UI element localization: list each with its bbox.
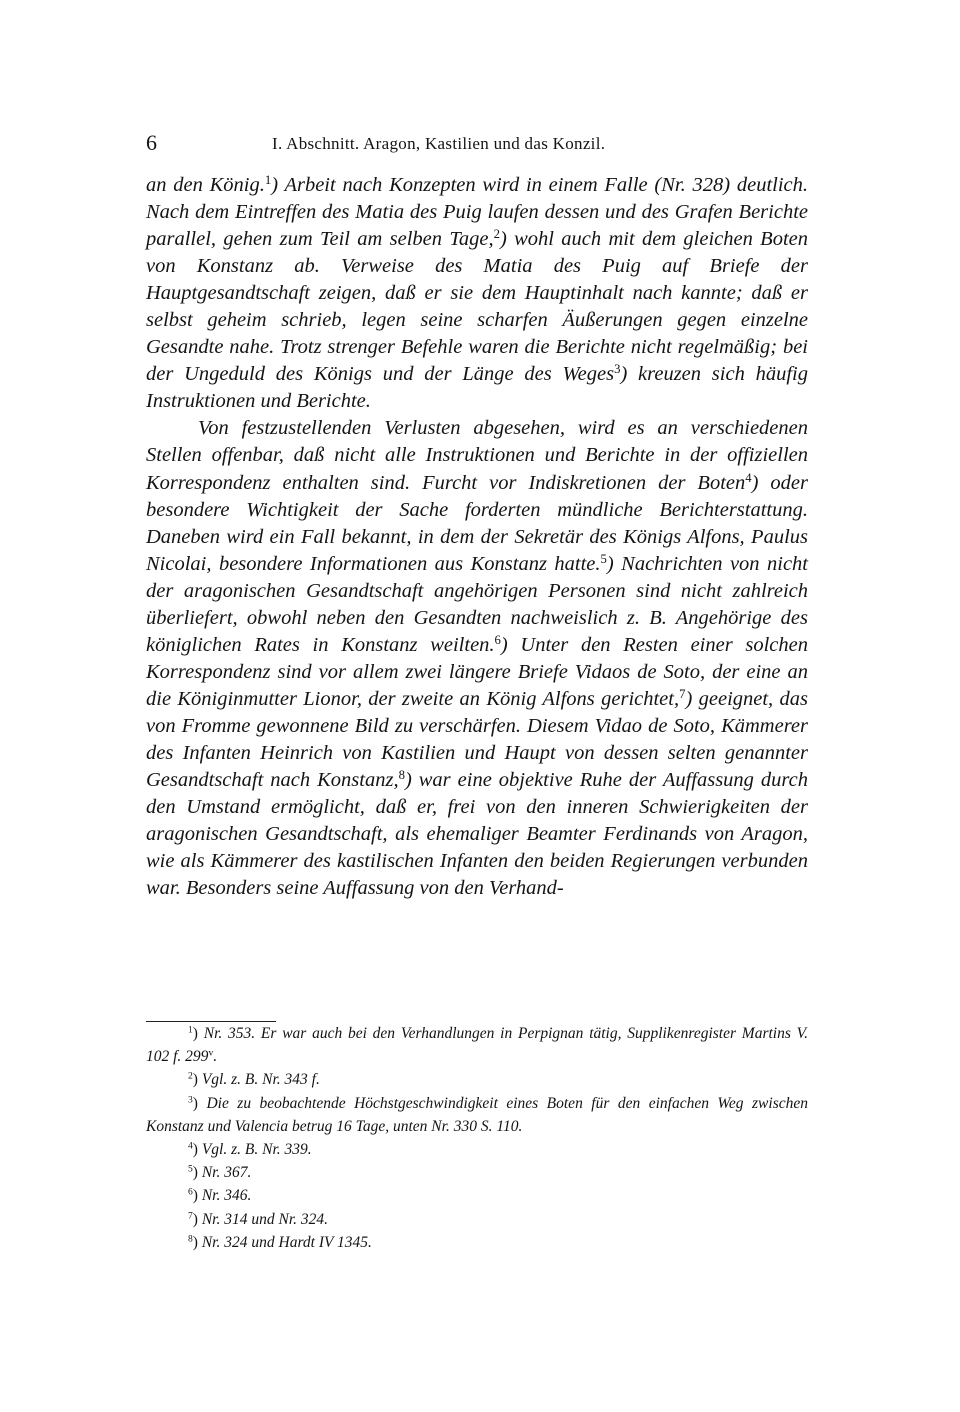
text-run: ) Arbeit nach Konzepten wird in einem Falle (Nr. 328) deutlich. Nach dem Eintreffen des Matia des Puig laufen dessen und des Grafen Berichte parallel, gehen zum Teil am selben Tage,	[146, 174, 808, 251]
footnote-ref: 6	[494, 632, 501, 647]
running-head: I. Abschnitt. Aragon, Kastilien und das Konzil.	[272, 134, 606, 153]
footnote-ref: 4	[745, 470, 752, 485]
footnote-ref: 8	[398, 768, 405, 783]
footnote-3: $^3$) Die zu beobachtende Höchstgeschwindigkeit eines Boten für den einfachen Weg zwischen Konstanz und Valencia betrug 16 Tage, unten Nr. 330 S. 110.	[146, 1094, 808, 1135]
body-text	[146, 172, 808, 902]
footnote-mark: 8	[188, 1233, 193, 1245]
footnote-text: Nr. 314 und Nr. 324.	[201, 1210, 329, 1228]
footnote-ref: 7	[679, 686, 686, 701]
footnote-ref: 1	[264, 173, 272, 188]
text-run: Von festzustellenden Verlusten abgesehen, wird es an verschiedenen Stellen offenbar, daß nicht alle Instruktionen und Berichte in der offiziellen Korrespondenz enthalten sind. Furcht vor Indiskretionen der Boten	[146, 417, 808, 494]
footnotes	[146, 1022, 808, 1254]
footnote-text: Vgl. z. B. Nr. 343 f.	[201, 1071, 320, 1089]
footnote-4: $^4$) Vgl. z. B. Nr. 339.	[188, 1140, 312, 1159]
footnote-mark: 4	[188, 1140, 193, 1152]
footnote-mark: 2	[188, 1071, 193, 1083]
text-run: ) oder besondere Wichtigkeit der Sache forderten mündliche Berichterstattung. Daneben wird ein Fall bekannt, in dem der Sekretär des Königs Alfons, Paulus Nicolai, besondere Informationen aus Konstanz hatte.	[146, 471, 809, 575]
text-run: ) kreuzen sich häufig Instruktionen und Berichte.	[146, 363, 808, 413]
footnote-mark: 5	[188, 1163, 193, 1175]
footnote-6: $^6$) Nr. 346.	[188, 1187, 252, 1205]
text-run: an den König.	[146, 174, 265, 196]
text-run: ) war eine objektive Ruhe der Auffassung durch den Umstand ermöglicht, daß er, frei von den inneren Schwierigkeiten der aragonischen Gesandtschaft, als ehemaliger Beamter Ferdinands von Aragon, wie als Kämmerer des kastilischen Infanten den beiden Regierungen verbunden war. Besonders seine Auffassung von den Verhand-	[146, 769, 808, 900]
paragraph-2	[146, 415, 808, 902]
footnote-8: $^8$) Nr. 324 und Hardt IV 1345.	[188, 1233, 372, 1251]
text-run: ) wohl auch mit dem gleichen Boten von Konstanz ab. Verweise des Matia des Puig auf Briefe der Hauptgesandtschaft zeigen, daß er sie dem Hauptinhalt nach kannte; daß er selbst geheim schrieb, legen seine scharfen Äußerungen gegen einzelne Gesandte nahe. Trotz strenger Befehle waren die Berichte nicht regelmäßig; bei der Ungeduld des Königs und der Länge des Weges	[146, 228, 808, 386]
footnote-text: Die zu beobachtende Höchstgeschwindigkeit eines Boten für den einfachen Weg zwischen Konstanz und Valencia betrug 16 Tage, unten Nr. 330 S. 110.	[146, 1094, 808, 1135]
footnote-ref: 5	[600, 551, 607, 566]
footnote-text: Nr. 367.	[201, 1164, 252, 1182]
text-run: ) Unter den Resten einer solchen Korrespondenz sind vor allem zwei längere Briefe Vidaos de Soto, der eine an die Königinmutter Lionor, der zweite an König Alfons gerichtet,	[146, 633, 808, 710]
page-number: 6	[146, 130, 157, 155]
footnote-mark: 3	[188, 1094, 193, 1106]
footnote-mark: 1	[188, 1024, 193, 1036]
page-header	[146, 130, 826, 160]
footnote-ref: 3	[614, 362, 621, 377]
text-run: ) Nachrichten von nicht der aragonischen Gesandtschaft angehörigen Personen sind nicht zahlreich überliefert, obwohl neben den Gesandten nachweislich z. B. Angehörige des königlichen Rates in Konstanz weilten.	[146, 552, 808, 656]
footnote-5: $^5$) Nr. 367.	[188, 1163, 252, 1182]
footnote-text: Nr. 346.	[201, 1187, 252, 1205]
footnote-superscript: v	[208, 1047, 214, 1059]
paragraph-1	[146, 172, 808, 415]
footnote-ref: 2	[493, 227, 500, 242]
footnote-mark: 7	[188, 1210, 193, 1222]
footnote-7: $^7$) Nr. 314 und Nr. 324.	[188, 1210, 329, 1228]
footnote-tail: .	[213, 1048, 218, 1066]
footnote-mark: 6	[188, 1187, 193, 1199]
footnote-text: Nr. 324 und Hardt IV 1345.	[201, 1233, 372, 1251]
footnote-1: $^1$) Nr. 353. Er war auch bei den Verhandlungen in Perpignan tätig, Supplikenregister Martins V. 102 f. 299$^v$.	[146, 1024, 808, 1066]
footnote-2: $^2$) Vgl. z. B. Nr. 343 f.	[188, 1071, 320, 1089]
text-run: ) geeignet, das von Fromme gewonnene Bild zu verschärfen. Diesem Vidao de Soto, Kämmerer des Infanten Heinrich von Kastilien und Haupt von dessen selten genannter Gesandtschaft nach Konstanz,	[146, 687, 808, 792]
footnote-text: Nr. 353. Er war auch bei den Verhandlungen in Perpignan tätig, Supplikenregister Martins V. 102 f. 299	[146, 1025, 808, 1066]
footnote-text: Vgl. z. B. Nr. 339.	[201, 1141, 312, 1159]
